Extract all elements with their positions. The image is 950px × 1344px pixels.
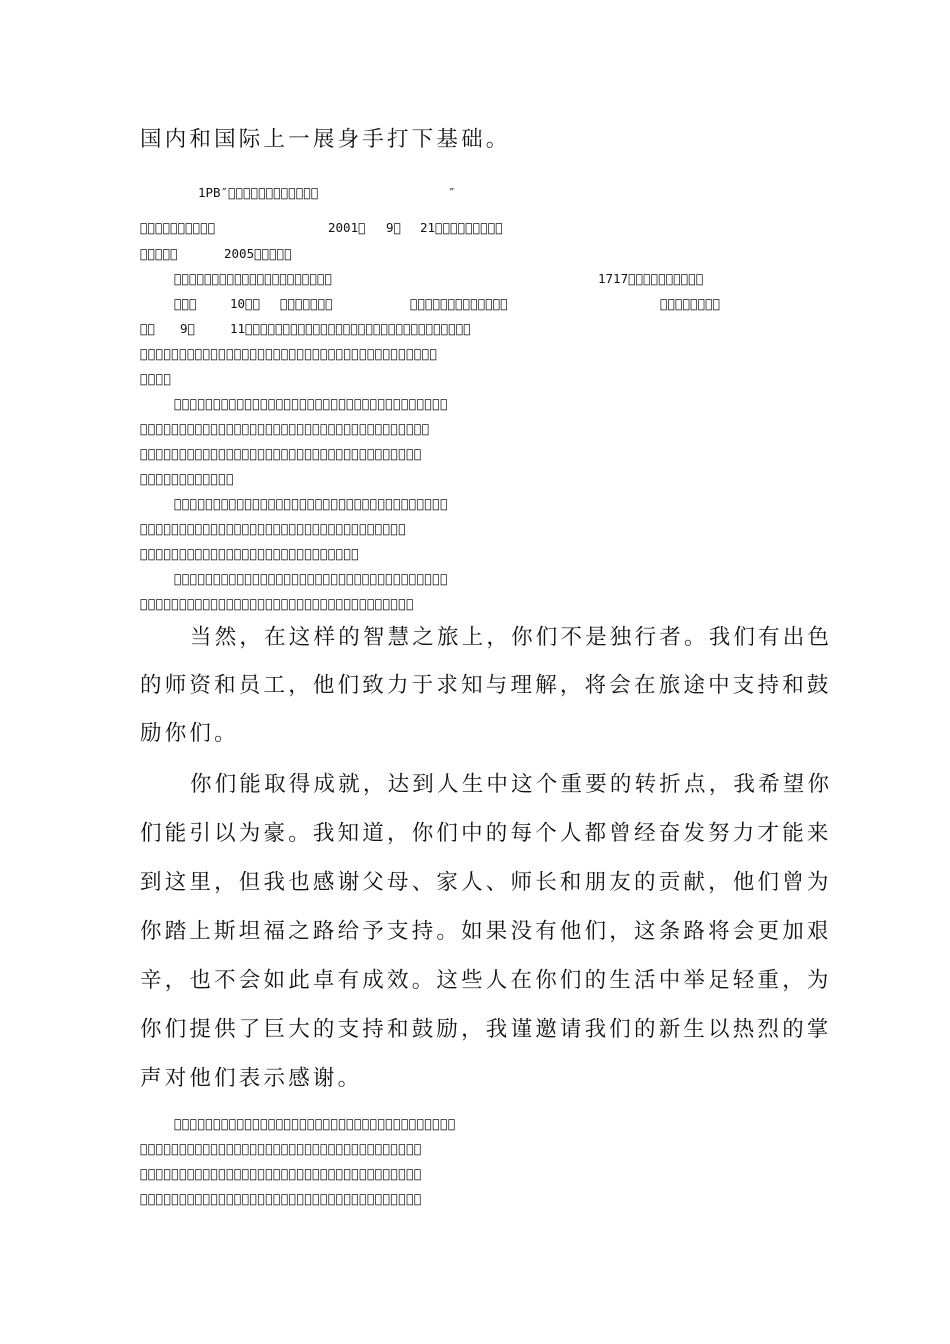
garbled-line: 􀀀􀀀􀀀􀀀􀀀􀀀􀀀􀀀􀀀􀀀􀀀􀀀􀀀􀀀􀀀􀀀􀀀􀀀􀀀􀀀􀀀􀀀􀀀􀀀􀀀􀀀􀀀􀀀􀀀􀀀􀀀􀀀􀀀􀀀􀀀􀀀 [140,1191,422,1206]
garbled-heading-mark: ″ [448,185,456,200]
garbled-line: 􀀀􀀀􀀀 [174,296,197,311]
garbled-line: 􀀀􀀀􀀀􀀀􀀀􀀀􀀀􀀀􀀀􀀀􀀀􀀀􀀀􀀀􀀀􀀀􀀀􀀀􀀀􀀀􀀀􀀀􀀀􀀀􀀀􀀀􀀀􀀀􀀀􀀀􀀀􀀀􀀀􀀀􀀀 [140,596,414,611]
paragraph-2-line: 你们提供了巨大的支持和鼓励，我谨邀请我们的新生以热烈的掌 [140,1017,832,1042]
paragraph-2-line: 们能引以为豪。我知道，你们中的每个人都曾经奋发努力才能来 [140,821,832,846]
paragraph-2-line: 你们能取得成就，达到人生中这个重要的转折点，我希望你 [190,772,833,797]
garbled-line: 􀀀􀀀􀀀􀀀􀀀􀀀􀀀􀀀􀀀􀀀􀀀􀀀􀀀􀀀􀀀􀀀􀀀􀀀􀀀􀀀􀀀􀀀􀀀􀀀􀀀􀀀􀀀􀀀 [140,546,360,561]
garbled-line: 􀀀􀀀􀀀􀀀􀀀􀀀􀀀􀀀 [660,296,721,311]
garbled-line: 􀀀􀀀􀀀􀀀􀀀􀀀􀀀􀀀􀀀􀀀􀀀􀀀􀀀􀀀􀀀􀀀􀀀􀀀􀀀􀀀􀀀􀀀􀀀􀀀􀀀􀀀􀀀􀀀􀀀􀀀􀀀􀀀􀀀􀀀􀀀􀀀􀀀 [140,421,430,436]
garbled-line: 􀀀􀀀􀀀􀀀􀀀􀀀􀀀􀀀􀀀􀀀􀀀􀀀􀀀􀀀􀀀􀀀􀀀􀀀􀀀􀀀􀀀 [174,271,333,286]
garbled-line: 2001􀀀 [328,220,366,235]
garbled-heading: 1PB″􀀀􀀀􀀀􀀀􀀀􀀀􀀀􀀀􀀀􀀀􀀀􀀀 [198,185,319,200]
paragraph-2-line: 你踏上斯坦福之路给予支持。如果没有他们，这条路将会更加艰 [140,919,832,944]
paragraph-2-line: 声对他们表示感谢。 [140,1066,363,1091]
garbled-line: 􀀀􀀀􀀀􀀀􀀀􀀀􀀀􀀀􀀀􀀀􀀀􀀀􀀀􀀀􀀀􀀀􀀀􀀀􀀀􀀀􀀀􀀀􀀀􀀀􀀀􀀀􀀀􀀀􀀀􀀀􀀀􀀀􀀀􀀀􀀀􀀀􀀀􀀀 [140,346,438,361]
paragraph-2-line: 到这里，但我也感谢父母、家人、师长和朋友的贡献，他们曾为 [140,870,832,895]
garbled-line: 2005􀀀􀀀􀀀􀀀􀀀 [224,246,292,261]
garbled-line: 􀀀􀀀􀀀􀀀􀀀􀀀􀀀􀀀􀀀􀀀􀀀􀀀􀀀􀀀􀀀􀀀􀀀􀀀􀀀􀀀􀀀􀀀􀀀􀀀􀀀􀀀􀀀􀀀􀀀􀀀􀀀􀀀􀀀􀀀􀀀􀀀 [140,446,422,461]
paragraph-1-line: 当然，在这样的智慧之旅上，你们不是独行者。我们有出色 [190,625,833,650]
garbled-line: 􀀀􀀀􀀀􀀀􀀀􀀀􀀀􀀀􀀀􀀀􀀀􀀀􀀀􀀀􀀀􀀀􀀀􀀀􀀀􀀀􀀀􀀀􀀀􀀀􀀀􀀀􀀀􀀀􀀀􀀀􀀀􀀀􀀀􀀀􀀀􀀀 [174,1116,456,1131]
garbled-line: 1717􀀀􀀀􀀀􀀀􀀀􀀀􀀀􀀀􀀀􀀀 [598,271,704,286]
garbled-line: 􀀀􀀀􀀀􀀀􀀀􀀀􀀀􀀀􀀀􀀀􀀀􀀀􀀀􀀀􀀀􀀀􀀀􀀀􀀀􀀀􀀀􀀀􀀀􀀀􀀀􀀀􀀀􀀀􀀀􀀀􀀀􀀀􀀀􀀀􀀀 [174,396,448,411]
garbled-line: 􀀀􀀀􀀀􀀀􀀀􀀀􀀀􀀀􀀀􀀀􀀀􀀀􀀀􀀀􀀀􀀀􀀀􀀀􀀀􀀀􀀀􀀀􀀀􀀀􀀀􀀀􀀀􀀀􀀀􀀀􀀀􀀀􀀀􀀀􀀀 [174,571,448,586]
paragraph-2-line: 辛，也不会如此卓有成效。这些人在你们的生活中举足轻重，为 [140,968,832,993]
garbled-line: 􀀀􀀀 [140,321,156,336]
garbled-line: 21􀀀􀀀􀀀􀀀􀀀􀀀􀀀􀀀􀀀 [420,220,503,235]
garbled-line: 9􀀀 [180,321,196,336]
garbled-line: 􀀀􀀀􀀀􀀀􀀀􀀀􀀀􀀀􀀀􀀀􀀀􀀀􀀀􀀀􀀀􀀀􀀀􀀀􀀀􀀀􀀀􀀀􀀀􀀀􀀀􀀀􀀀􀀀􀀀􀀀􀀀􀀀􀀀􀀀 [140,521,407,536]
paragraph-1-line: 励你们。 [140,721,239,746]
garbled-line: 􀀀􀀀􀀀􀀀􀀀 [140,246,178,261]
garbled-line: 􀀀􀀀􀀀􀀀􀀀􀀀􀀀􀀀􀀀􀀀 [140,220,216,235]
garbled-line: 10􀀀􀀀 [230,296,261,311]
garbled-line: 􀀀􀀀􀀀􀀀􀀀􀀀􀀀􀀀􀀀􀀀􀀀􀀀􀀀􀀀􀀀􀀀􀀀􀀀􀀀􀀀􀀀􀀀􀀀􀀀􀀀􀀀􀀀􀀀􀀀􀀀􀀀􀀀􀀀􀀀􀀀 [174,496,448,511]
garbled-line: 􀀀􀀀􀀀􀀀􀀀􀀀􀀀􀀀􀀀􀀀􀀀􀀀􀀀􀀀􀀀􀀀􀀀􀀀􀀀􀀀􀀀􀀀􀀀􀀀􀀀􀀀􀀀􀀀􀀀􀀀􀀀􀀀􀀀􀀀􀀀􀀀 [140,1141,422,1156]
paragraph-1-line: 的师资和员工，他们致力于求知与理解，将会在旅途中支持和鼓 [140,673,832,698]
garbled-line: 􀀀􀀀􀀀􀀀􀀀􀀀􀀀􀀀􀀀􀀀􀀀􀀀􀀀 [410,296,508,311]
garbled-line: 􀀀􀀀􀀀􀀀􀀀􀀀􀀀􀀀􀀀􀀀􀀀􀀀􀀀􀀀􀀀􀀀􀀀􀀀􀀀􀀀􀀀􀀀􀀀􀀀􀀀􀀀􀀀􀀀􀀀􀀀􀀀􀀀􀀀􀀀􀀀􀀀 [140,1166,422,1181]
garbled-line: 11􀀀􀀀􀀀􀀀􀀀􀀀􀀀􀀀􀀀􀀀􀀀􀀀􀀀􀀀􀀀􀀀􀀀􀀀􀀀􀀀􀀀􀀀􀀀􀀀􀀀􀀀􀀀􀀀􀀀􀀀 [230,321,471,336]
garbled-line: 9􀀀 [386,220,402,235]
garbled-line: 􀀀􀀀􀀀􀀀􀀀􀀀􀀀􀀀􀀀􀀀􀀀􀀀 [140,471,234,486]
garbled-line: 􀀀􀀀􀀀􀀀􀀀􀀀􀀀 [280,296,333,311]
top-line: 国内和国际上一展身手打下基础。 [140,127,511,152]
garbled-line: 􀀀􀀀􀀀􀀀 [140,371,172,386]
